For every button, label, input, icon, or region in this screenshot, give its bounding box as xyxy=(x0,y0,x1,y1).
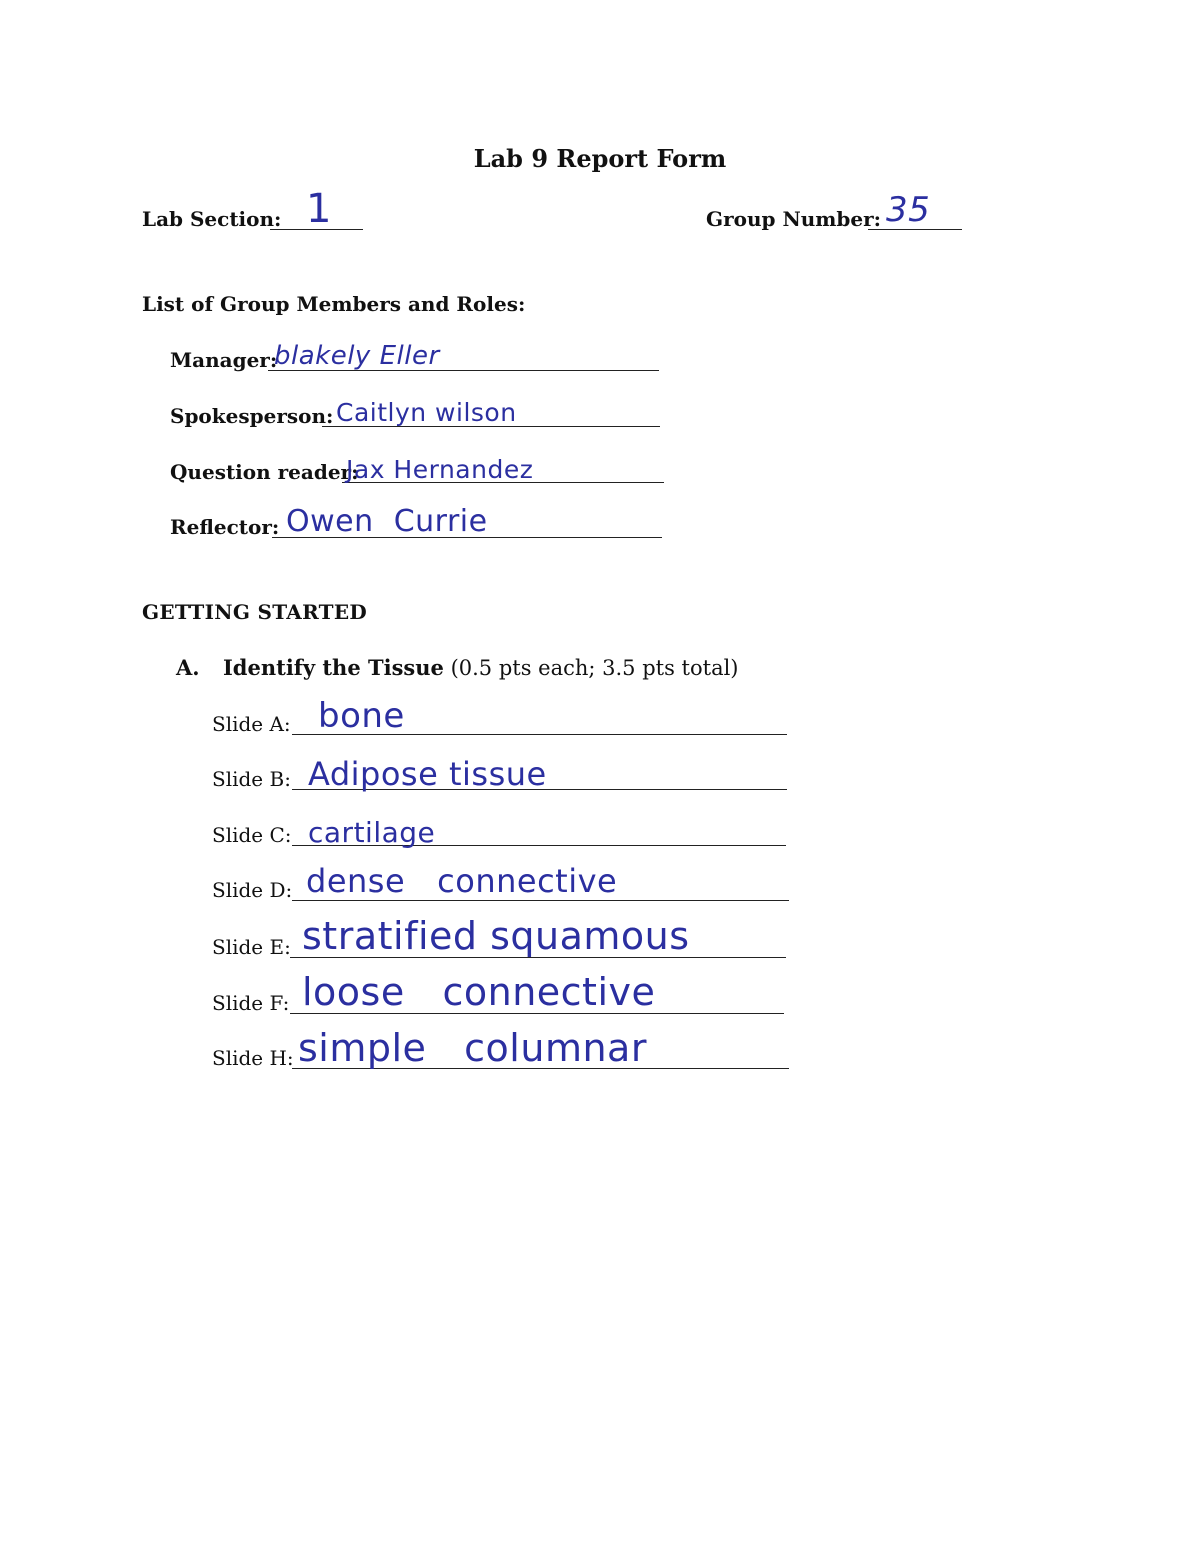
slide-h-label: Slide H: xyxy=(212,1046,294,1070)
slide-a-label: Slide A: xyxy=(212,712,291,736)
group-number-label: Group Number: xyxy=(706,207,882,231)
lab-section-label: Lab Section: xyxy=(142,207,282,231)
slide-b-value: Adipose tissue xyxy=(308,755,547,793)
members-heading: List of Group Members and Roles: xyxy=(142,292,526,316)
slide-a-value: bone xyxy=(318,696,405,736)
slide-d-line xyxy=(292,900,789,901)
question-a-title: Identify the Tissue xyxy=(222,655,444,680)
form-title: Lab 9 Report Form xyxy=(473,144,727,173)
question-a-points: (0.5 pts each; 3.5 pts total) xyxy=(450,656,739,680)
question-reader-label: Question reader: xyxy=(170,460,359,484)
spokesperson-value: Caitlyn wilson xyxy=(336,398,517,427)
slide-b-label: Slide B: xyxy=(212,767,291,791)
group-number-value: 35 xyxy=(886,190,931,230)
slide-c-label: Slide C: xyxy=(212,823,292,847)
reflector-label: Reflector: xyxy=(170,515,280,539)
question-a-letter: A. xyxy=(176,655,200,680)
slide-h-value: simple columnar xyxy=(298,1026,647,1070)
slide-e-label: Slide E: xyxy=(212,935,291,959)
lab-section-value: 1 xyxy=(306,186,332,232)
manager-label: Manager: xyxy=(170,348,278,372)
slide-e-value: stratified squamous xyxy=(302,914,690,958)
reflector-value: Owen Currie xyxy=(286,504,488,539)
slide-d-label: Slide D: xyxy=(212,878,293,902)
slide-d-value: dense connective xyxy=(306,862,618,900)
question-reader-value: Jax Hernandez xyxy=(346,455,534,484)
slide-f-label: Slide F: xyxy=(212,991,290,1015)
spokesperson-label: Spokesperson: xyxy=(170,404,334,428)
slide-f-value: loose connective xyxy=(302,970,656,1014)
question-a xyxy=(176,655,739,680)
slide-c-value: cartilage xyxy=(308,816,436,849)
section-heading: GETTING STARTED xyxy=(142,600,368,624)
manager-value: blakely Eller xyxy=(274,341,440,371)
